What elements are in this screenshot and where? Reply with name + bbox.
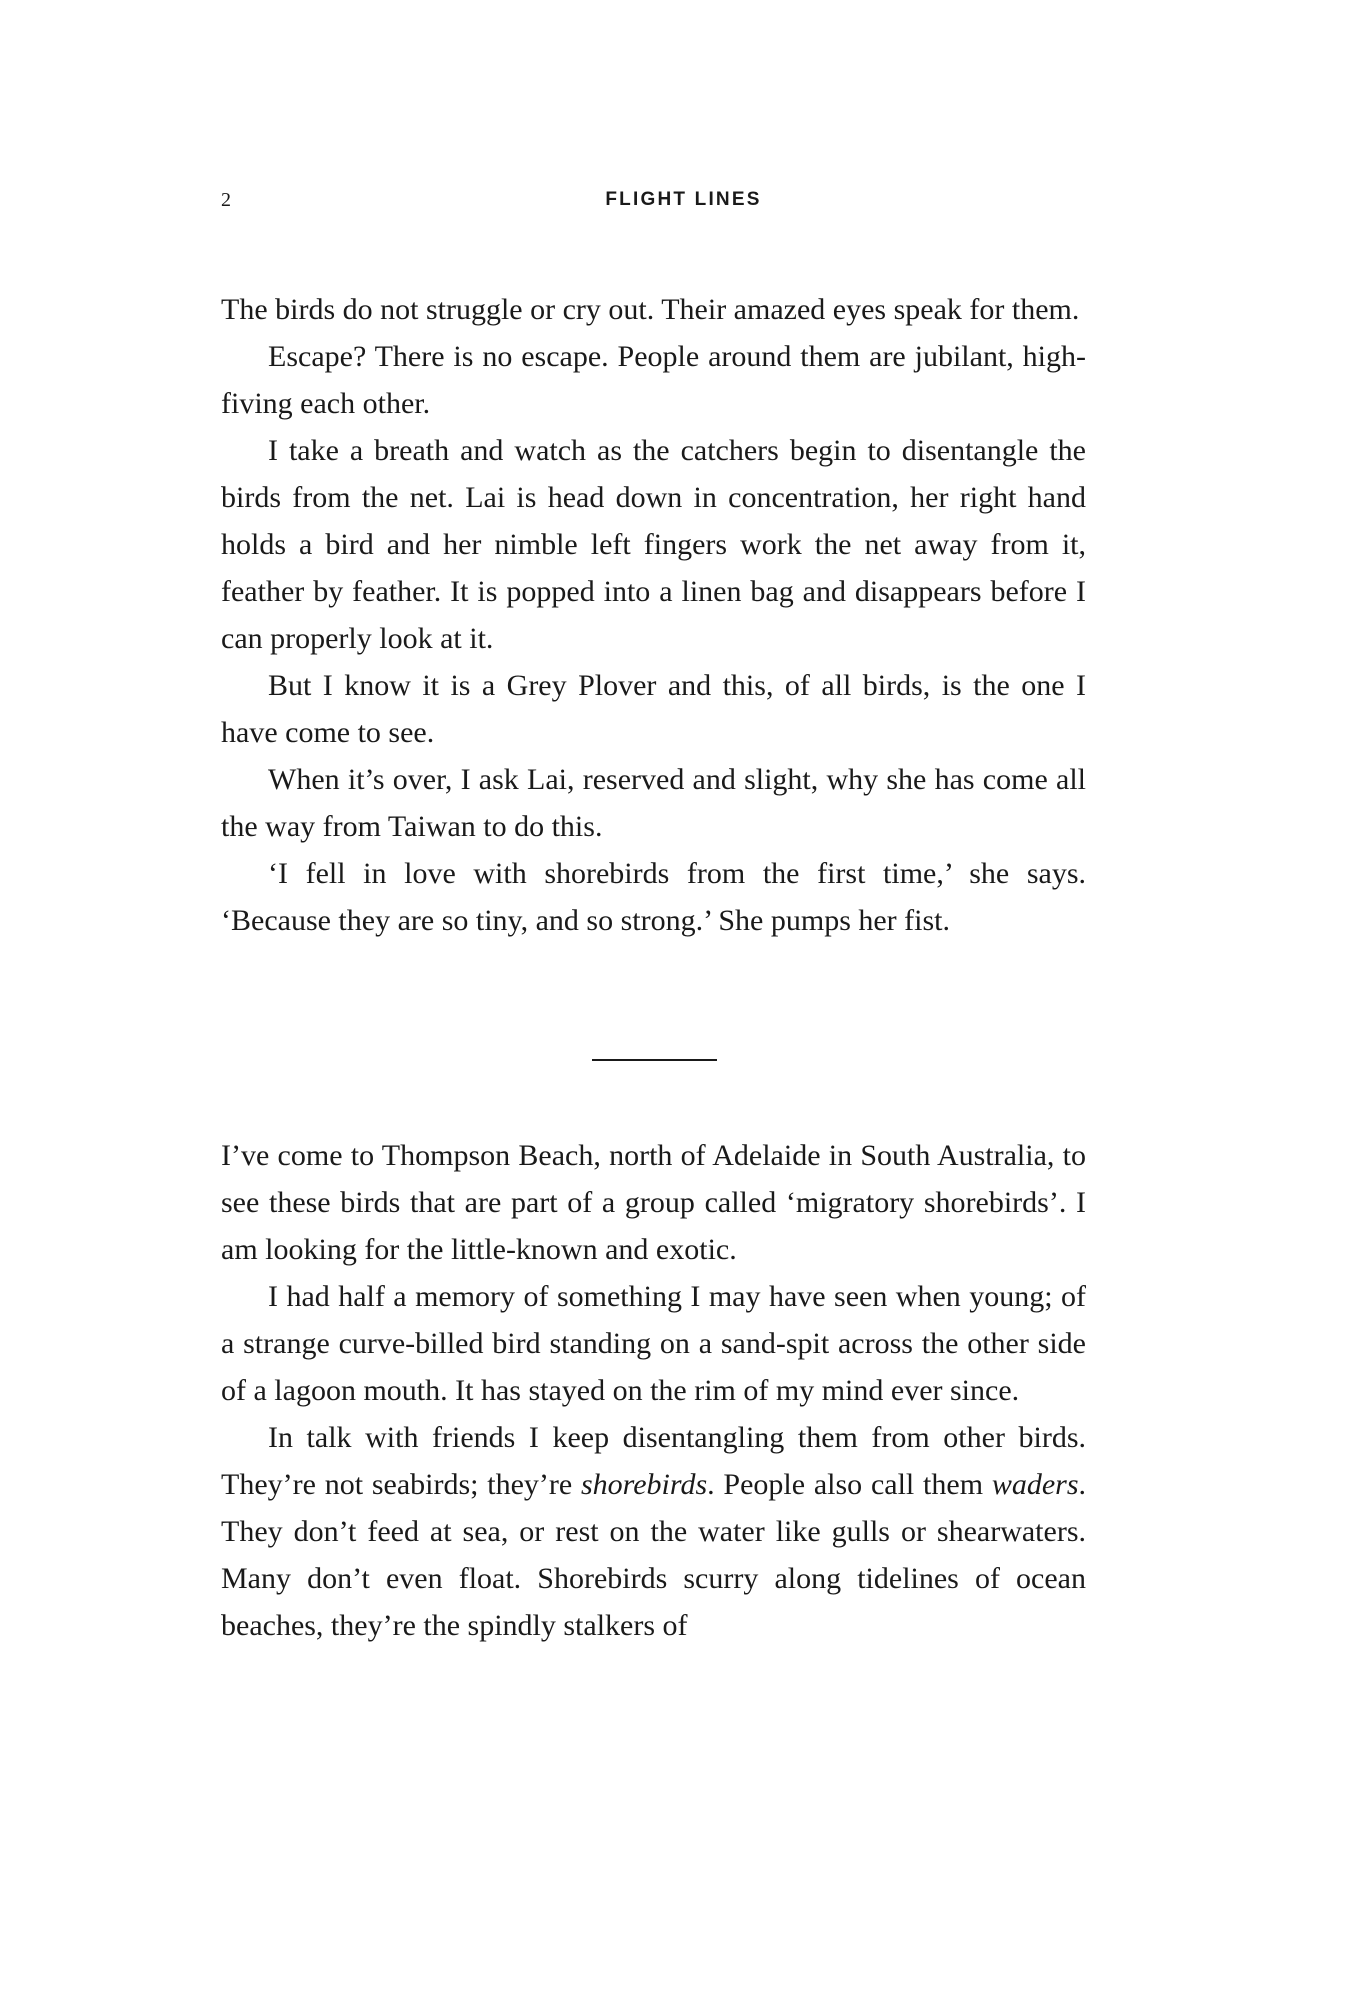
paragraph: ‘I fell in love with shorebirds from the first time,’ she says. ‘Because they are so tiny, and so strong.’ She pumps her fist.	[221, 857, 1086, 937]
paragraph: But I know it is a Grey Plover and this, of all birds, is the one I have come to see.	[221, 669, 1086, 749]
paragraph: I had half a memory of something I may have seen when young; of a strange curve-billed bird standing on a sand-spit across the other side of a lagoon mouth. It has stayed on the rim of my mind ever since.	[221, 1280, 1086, 1407]
running-head-title: FLIGHT LINES	[605, 189, 762, 210]
section-break-rule	[592, 1059, 717, 1061]
text-run: . People also call them	[707, 1468, 992, 1501]
page-number: 2	[221, 189, 232, 211]
paragraph: I take a breath and watch as the catchers begin to disentangle the birds from the net. Lai is head down in concentration, her right hand holds a bird and her nimble left fingers work the net away from it, feather by feather. It is popped into a linen bag and disappears before I can properly look at it.	[221, 434, 1086, 655]
paragraph: Escape? There is no escape. People around them are jubilant, high-fiving each other.	[221, 340, 1086, 420]
emphasis-waders: waders	[991, 1468, 1079, 1501]
paragraph	[221, 1414, 1086, 1649]
section-one-text	[221, 286, 1086, 944]
paragraph: I’ve come to Thompson Beach, north of Adelaide in South Australia, to see these birds that are part of a group called ‘migratory shorebirds’. I am looking for the little-known and exotic.	[221, 1139, 1086, 1266]
text-run: . They don’t feed at sea, or rest on the water like gulls or shearwaters. Many don’t even float. Shorebirds scurry along tidelines of ocean beaches, they’re the spindly stalkers of	[221, 1468, 1086, 1642]
paragraph: The birds do not struggle or cry out. Their amazed eyes speak for them.	[221, 293, 1080, 326]
emphasis-shorebirds: shorebirds	[581, 1468, 708, 1501]
text-run: In talk with friends I keep disentangling them from other birds. They’re not seabirds; they’re	[221, 1421, 1086, 1501]
paragraph: When it’s over, I ask Lai, reserved and slight, why she has come all the way from Taiwan to do this.	[221, 763, 1086, 843]
section-two-text	[221, 1132, 1086, 1649]
